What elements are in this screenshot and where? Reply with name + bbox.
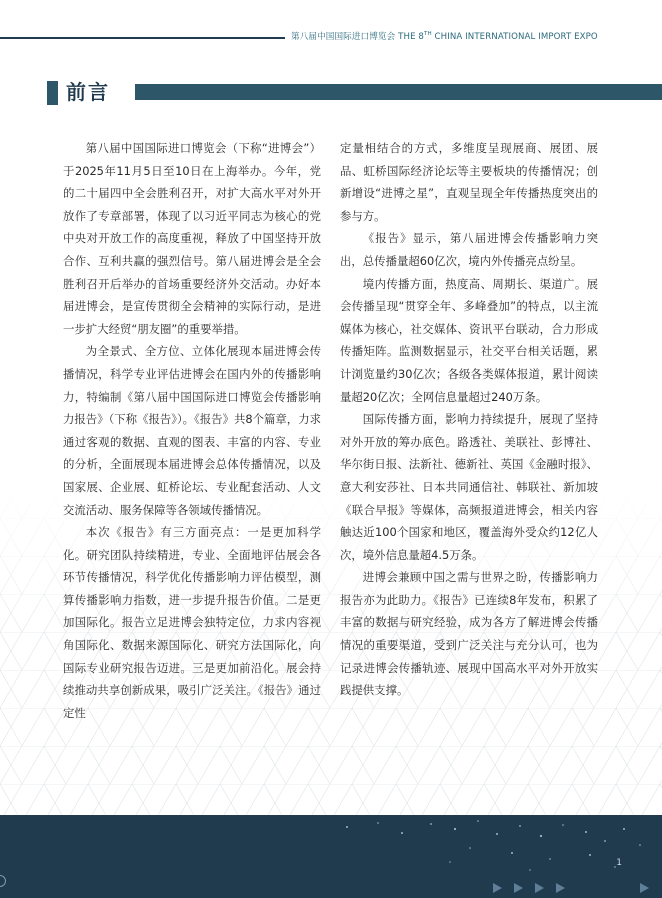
paragraph: 境内传播方面，热度高、周期长、渠道广。展会传播呈现“贯穿全年、多峰叠加”的特点，以主流媒体为核心，社交媒体、资讯平台联动，合力形成传播矩阵。监测数据显示，社交平台相关话题，累计浏览量约30亿次；各级各类媒体报道，累计阅读量超20亿次；全网信息量超过240万条。 [340,276,598,404]
header-rule [0,37,285,39]
paragraph: 为全景式、全方位、立体化展现本届进博会传播情况，科学专业评估进博会在国内外的传播影响力，特编制《第八届中国国际进口博览会传播影响力报告》（下称《报告》）。《报告》共8个篇章，力求通过客观的数据、直观的图表、丰富的内容、专业的分析，全面展现本届进博会总体传播情况，以及国家展、企业展、虹桥论坛、专业配套活动、人文交流活动、服务保障等各领域传播情况。 [63,344,321,517]
paragraph: 第八届中国国际进口博览会（下称“进博会”）于2025年11月5日至10日在上海举办。今年，党的二十届四中全会胜利召开，对扩大高水平对外开放作了专章部署，体现了以习近平同志为核心的党中央对开放工作的高度重视，释放了中国坚持开放合作、互利共赢的强烈信号。第八届进博会是全会胜利召开后举办的首场重要经济外交活动。办好本届进博会，是宣传贯彻全会精神的实际行动，是进一步扩大经贸“朋友圈”的重要举措。 [63,141,321,336]
header-title-en: CHINA INTERNATIONAL IMPORT EXPO [431,32,598,42]
play-arrow-icon [514,883,523,893]
arrow-decoration [493,883,565,893]
left-column [63,137,321,724]
paragraph: 进博会兼顾中国之需与世界之盼，传播影响力报告亦为此助力。《报告》已连续8年发布，积累了丰富的数据与研究经验，成为各方了解进博会传播情况的重要渠道，受到广泛关注与充分认可，也为记录进博会传播轨迹、展现中国高水平对外开放实践提供支撑。 [340,570,598,698]
footer-band [0,815,662,898]
right-column [340,137,598,702]
header-superscript: TH [424,31,432,37]
play-arrow-icon [535,883,544,893]
play-arrow-icon [640,883,649,893]
title-accent-bar [47,81,58,105]
play-arrow-icon [493,883,502,893]
paragraph: 国际传播方面，影响力持续提升，展现了坚持对外开放的筹办底色。路透社、美联社、彭博社、华尔街日报、法新社、德新社、英国《金融时报》、意大利安莎社、日本共同通信社、韩联社、新加坡《联合早报》等媒体，高频报道进博会，相关内容触达近100个国家和地区，覆盖海外受众约12亿人次，境外信息量超4.5万条。 [340,412,598,562]
title-strip [135,84,662,100]
header-title-cn: 第八届中国国际进口博览会 THE 8 [291,32,424,42]
play-arrow-icon [556,883,565,893]
paragraph-continuation: 定量相结合的方式，多维度呈现展商、展团、展品、虹桥国际经济论坛等主要板块的传播情况；创新增设“进博之星”，直观呈现全年传播热度突出的参与方。 [340,141,598,223]
page-number: 1 [616,858,622,868]
section-title: 前言 [66,80,110,104]
paragraph: 本次《报告》有三方面亮点：一是更加科学化。研究团队持续精进，专业、全面地评估展会各环节传播情况，科学优化传播影响力评估模型，测算传播影响力指数，进一步提升报告价值。二是更加国际化。报告立足进博会独特定位，力求内容视角国际化、数据来源国际化、研究方法国际化，向国际专业研究报告迈进。三是更加前沿化。展会持续推动共享创新成果，吸引广泛关注。《报告》通过定性 [63,525,321,720]
paragraph: 《报告》显示，第八届进博会传播影响力突出，总传播量超60亿次，境内外传播亮点纷呈。 [340,231,598,268]
running-header [291,30,598,42]
